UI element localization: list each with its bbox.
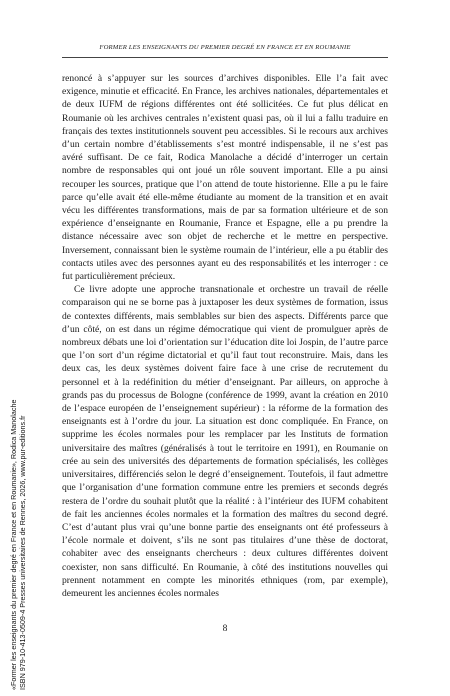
- paragraph: Ce livre adopte une approche transnationale et orchestre un travail de réelle comparaison qui ne se borne pas à juxtaposer les deux systèmes de formation, issus de contextes différents, mais semblables sur bien des aspects. Différents parce que d’un côté, on est dans un régime démocratique qui vient de promulguer après de nombreux débats une loi d’orientation sur l’éducation dite loi Jospin, de l’autre parce que l’on sort d’un régime dictatorial et qu’il faut tout reconstruire. Mais, dans les deux cas, les deux systèmes doivent faire face à une crise de recrutement du personnel et à la redéfinition du métier d’enseignant. Par ailleurs, on approche à grands pas du processus de Bologne (conférence de 1999, avant la création en 2010 de l’espace européen de l’enseignement supérieur) : la réforme de la formation des enseignants est à l’ordre du jour. La situation est donc compliquée. En France, on supprime les écoles normales pour les remplacer par les Instituts de formation universitaire des maîtres (généralisés à tout le territoire en 1991), en Roumanie on crée au sein des universités des départements de formation spécialisés, les collèges universitaires, différenciés selon le degré d’enseignement. Toutefois, il faut admettre que l’organisation d’une formation commune entre les premiers et seconds degrés restera de l’ordre du souhait plutôt que la réalité : à l’intérieur des IUFM cohabitent de fait les anciennes écoles normales et la formation des maîtres du second degré. C’est d’autant plus vrai qu’une bonne partie des enseignants ont été professeurs à l’école normale et doivent, s’ils ne sont pas titulaires d’une thèse de doctorat, cohabiter avec des enseignants chercheurs : deux cultures différentes doivent coexister, non sans difficulté. En Roumanie, à côté des institutions nouvelles qui prennent notamment en compte les minorités ethniques (rom, par exemple), demeurent les anciennes écoles normales: [62, 284, 388, 599]
- header-rule: [62, 57, 388, 58]
- side-citation: [9, 400, 27, 690]
- page-number: 8: [222, 624, 228, 634]
- paragraph: renoncé à s’appuyer sur les sources d’archives disponibles. Elle l’a fait avec exigence, minutie et efficacité. En France, les archives nationales, départementales et de deux IUFM de régions différentes ont été sollicitées. Ce fut plus délicat en Roumanie où les archives centrales n’existent quasi pas, où il lui a fallu traduire en français des textes institutionnels souvent peu accessibles. Si le recours aux archives d’un certain nombre d’établissements s’est montré indispensable, il ne s’est pas avéré suffisant. De ce fait, Rodica Manolache a décidé d’interroger un certain nombre de responsables qui ont joué un rôle souvent important. Elle a pu ainsi recouper les sources, pratique que l’on attend de toute historienne. Elle a pu le faire parce qu’elle avait été elle-même étudiante au moment de la transition et en avait vécu les différentes transformations, mais de par sa formation ultérieure et de son expérience d’enseignante en Roumanie, France et Espagne, elle a pu prendre la distance nécessaire avec son objet de recherche et le mettre en perspective. Inversement, connaissant bien le système roumain de l’intérieur, elle a pu établir des contacts utiles avec des personnes ayant eu des responsabilités et les interroger : ce fut particulièrement précieux.: [62, 73, 388, 283]
- citation-isbn-line: ISBN 979-10-413-0509-4 Presses universitaires de Rennes, 2026, www.pur-editions.fr: [18, 415, 28, 690]
- citation-title-line: «Former les enseignants du premier degré en France et en Roumanie», Rodica Manolache: [9, 399, 18, 690]
- running-head: FORMER LES ENSEIGNANTS DU PREMIER DEGRÉ EN FRANCE ET EN ROUMANIE: [99, 44, 351, 51]
- body-text: [62, 72, 388, 600]
